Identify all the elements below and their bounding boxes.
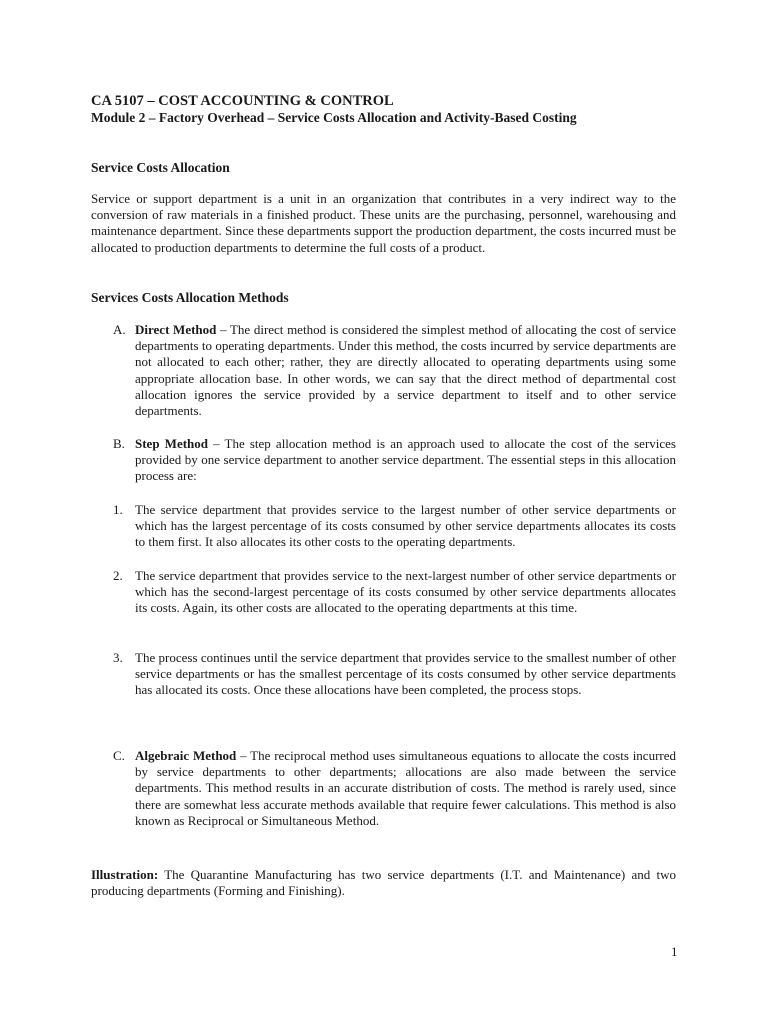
section-heading-service-costs: Service Costs Allocation [91,160,230,175]
direct-method-term: Direct Method [135,322,217,337]
direct-method-item [135,322,676,419]
section-heading-allocation-methods: Services Costs Allocation Methods [91,290,289,305]
intro-paragraph: Service or support department is a unit in an organization that contributes in a very indirect way to the conversion of raw materials in a finished product. These units are the purchasing, personnel, warehousing and maintenance department. Since these departments support the production department, the costs incurred must be allocated to production departments to determine the full costs of a product. [91,191,676,255]
direct-method-text: – The direct method is considered the simplest method of allocating the cost of service departments to operating departments. Under this method, the costs incurred by service departments are not allocated to each other; rather, they are directly allocated to operating departments using some appropriate allocation base. In other words, we can say that the direct method of departmental cost allocation ignores the service provided by a service department to itself and to other service departments. [135,322,676,419]
list-marker-1: 1. [113,502,123,517]
algebraic-method-term: Algebraic Method [135,748,237,763]
module-title: Module 2 – Factory Overhead – Service Costs Allocation and Activity-Based Costing [91,110,577,125]
step-1-text: The service department that provides service to the largest number of other service departments or which has the largest percentage of its costs consumed by other service departments allocates its costs to them first. It also allocates its other costs to the operating departments. [135,502,676,550]
illustration-paragraph [91,867,676,899]
step-method-text: – The step allocation method is an approach used to allocate the cost of the services provided by one service department to another service department. The essential steps in this allocation process are: [135,436,676,484]
algebraic-method-text: – The reciprocal method uses simultaneous equations to allocate the costs incurred by service departments to other departments; allocations are also made between the service departments. This method results in an accurate distribution of costs. The method is rarely used, since there are somewhat less accurate methods available that require fewer calculations. This method is also known as Reciprocal or Simultaneous Method. [135,748,676,828]
list-marker-3: 3. [113,650,123,665]
step-2-text: The service department that provides service to the next-largest number of other service departments or which has the second-largest percentage of its costs consumed by other service departments allocates its costs. Again, its other costs are allocated to the operating departments at this time. [135,568,676,616]
list-marker-c: C. [113,748,125,763]
illustration-text: The Quarantine Manufacturing has two service departments (I.T. and Maintenance) and two producing departments (Forming and Finishing). [91,867,676,899]
list-marker-b: B. [113,436,125,451]
list-marker-2: 2. [113,568,123,583]
course-title: CA 5107 – COST ACCOUNTING & CONTROL [91,93,394,109]
step-3-text: The process continues until the service department that provides service to the smallest number of other service departments or has the smallest percentage of its costs consumed by other service departments has allocated its costs. Once these allocations have been completed, the process stops. [135,650,676,698]
step-method-term: Step Method [135,436,209,451]
step-method-item [135,436,676,485]
list-marker-a: A. [113,322,126,337]
algebraic-method-item [135,748,676,829]
illustration-label: Illustration: [91,867,159,882]
page-number: 1 [671,944,678,959]
